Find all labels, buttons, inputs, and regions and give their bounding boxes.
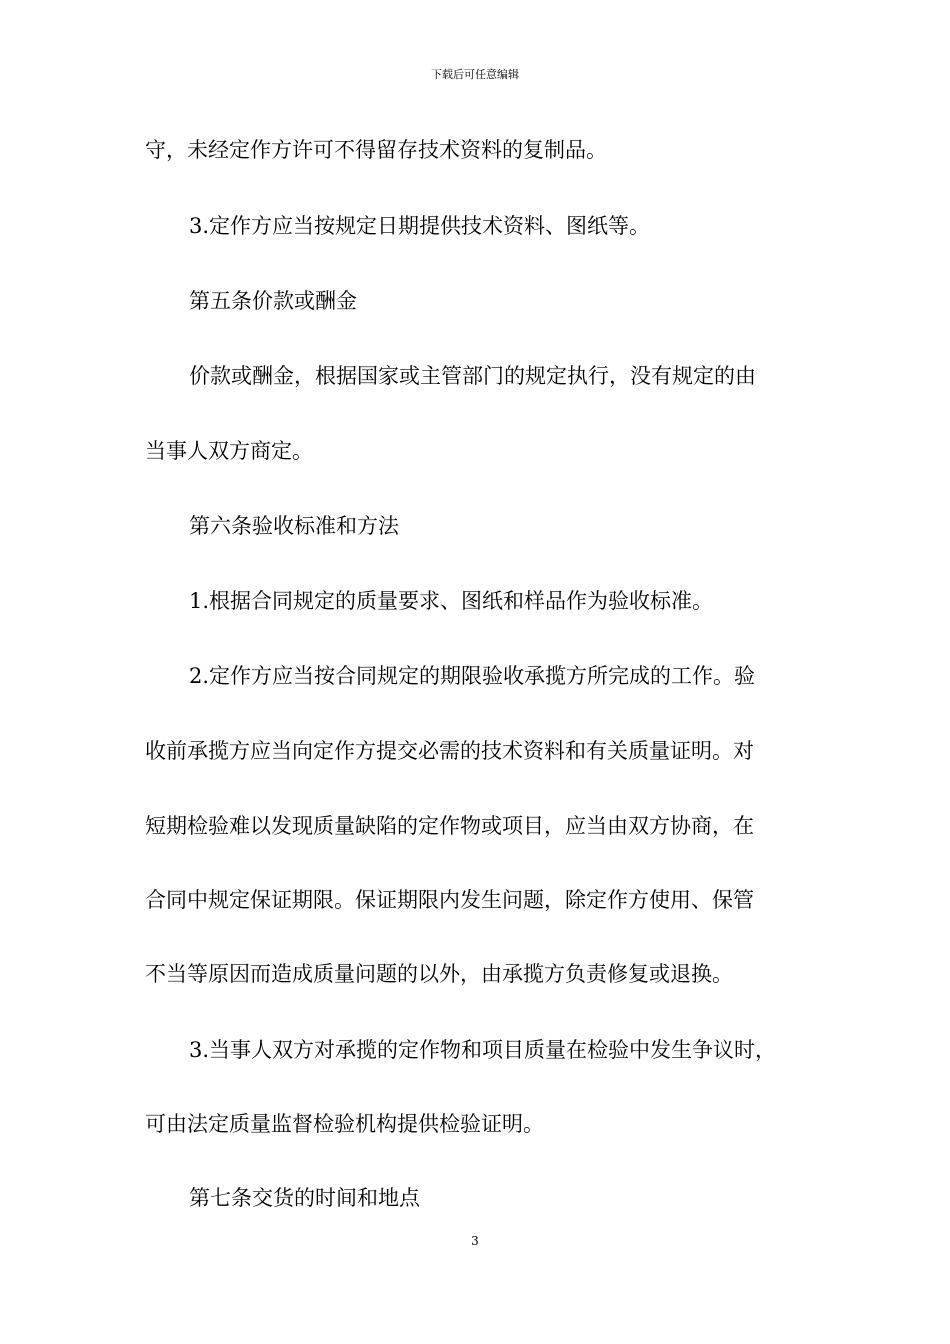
body-line: 当事人双方商定。 — [145, 439, 313, 463]
body-line: 收前承揽方应当向定作方提交必需的技术资料和有关质量证明。对 — [145, 739, 754, 763]
body-line: 2.定作方应当按合同规定的期限验收承揽方所完成的工作。验 — [189, 664, 756, 688]
body-line: 可由法定质量监督检验机构提供检验证明。 — [145, 1112, 544, 1136]
body-line: 短期检验难以发现质量缺陷的定作物或项目，应当由双方协商，在 — [145, 814, 754, 838]
body-line: 守，未经定作方许可不得留存技术资料的复制品。 — [145, 138, 607, 162]
page-header: 下载后可任意编辑 — [431, 68, 519, 81]
body-line: 价款或酬金，根据国家或主管部门的规定执行，没有规定的由 — [189, 364, 756, 388]
body-line: 合同中规定保证期限。保证期限内发生问题，除定作方使用、保管 — [145, 888, 754, 912]
body-line: 不当等原因而造成质量问题的以外，由承揽方负责修复或退换。 — [145, 962, 733, 986]
section-heading: 第七条交货的时间和地点 — [189, 1186, 420, 1210]
body-line: 3.当事人双方对承揽的定作物和项目质量在检验中发生争议时， — [189, 1038, 777, 1062]
body-line: 1.根据合同规定的质量要求、图纸和样品作为验收标准。 — [189, 589, 714, 613]
page-number: 3 — [471, 1234, 479, 1248]
section-heading: 第六条验收标准和方法 — [189, 514, 399, 538]
section-heading: 第五条价款或酬金 — [189, 289, 357, 313]
body-line: 3.定作方应当按规定日期提供技术资料、图纸等。 — [189, 214, 651, 238]
